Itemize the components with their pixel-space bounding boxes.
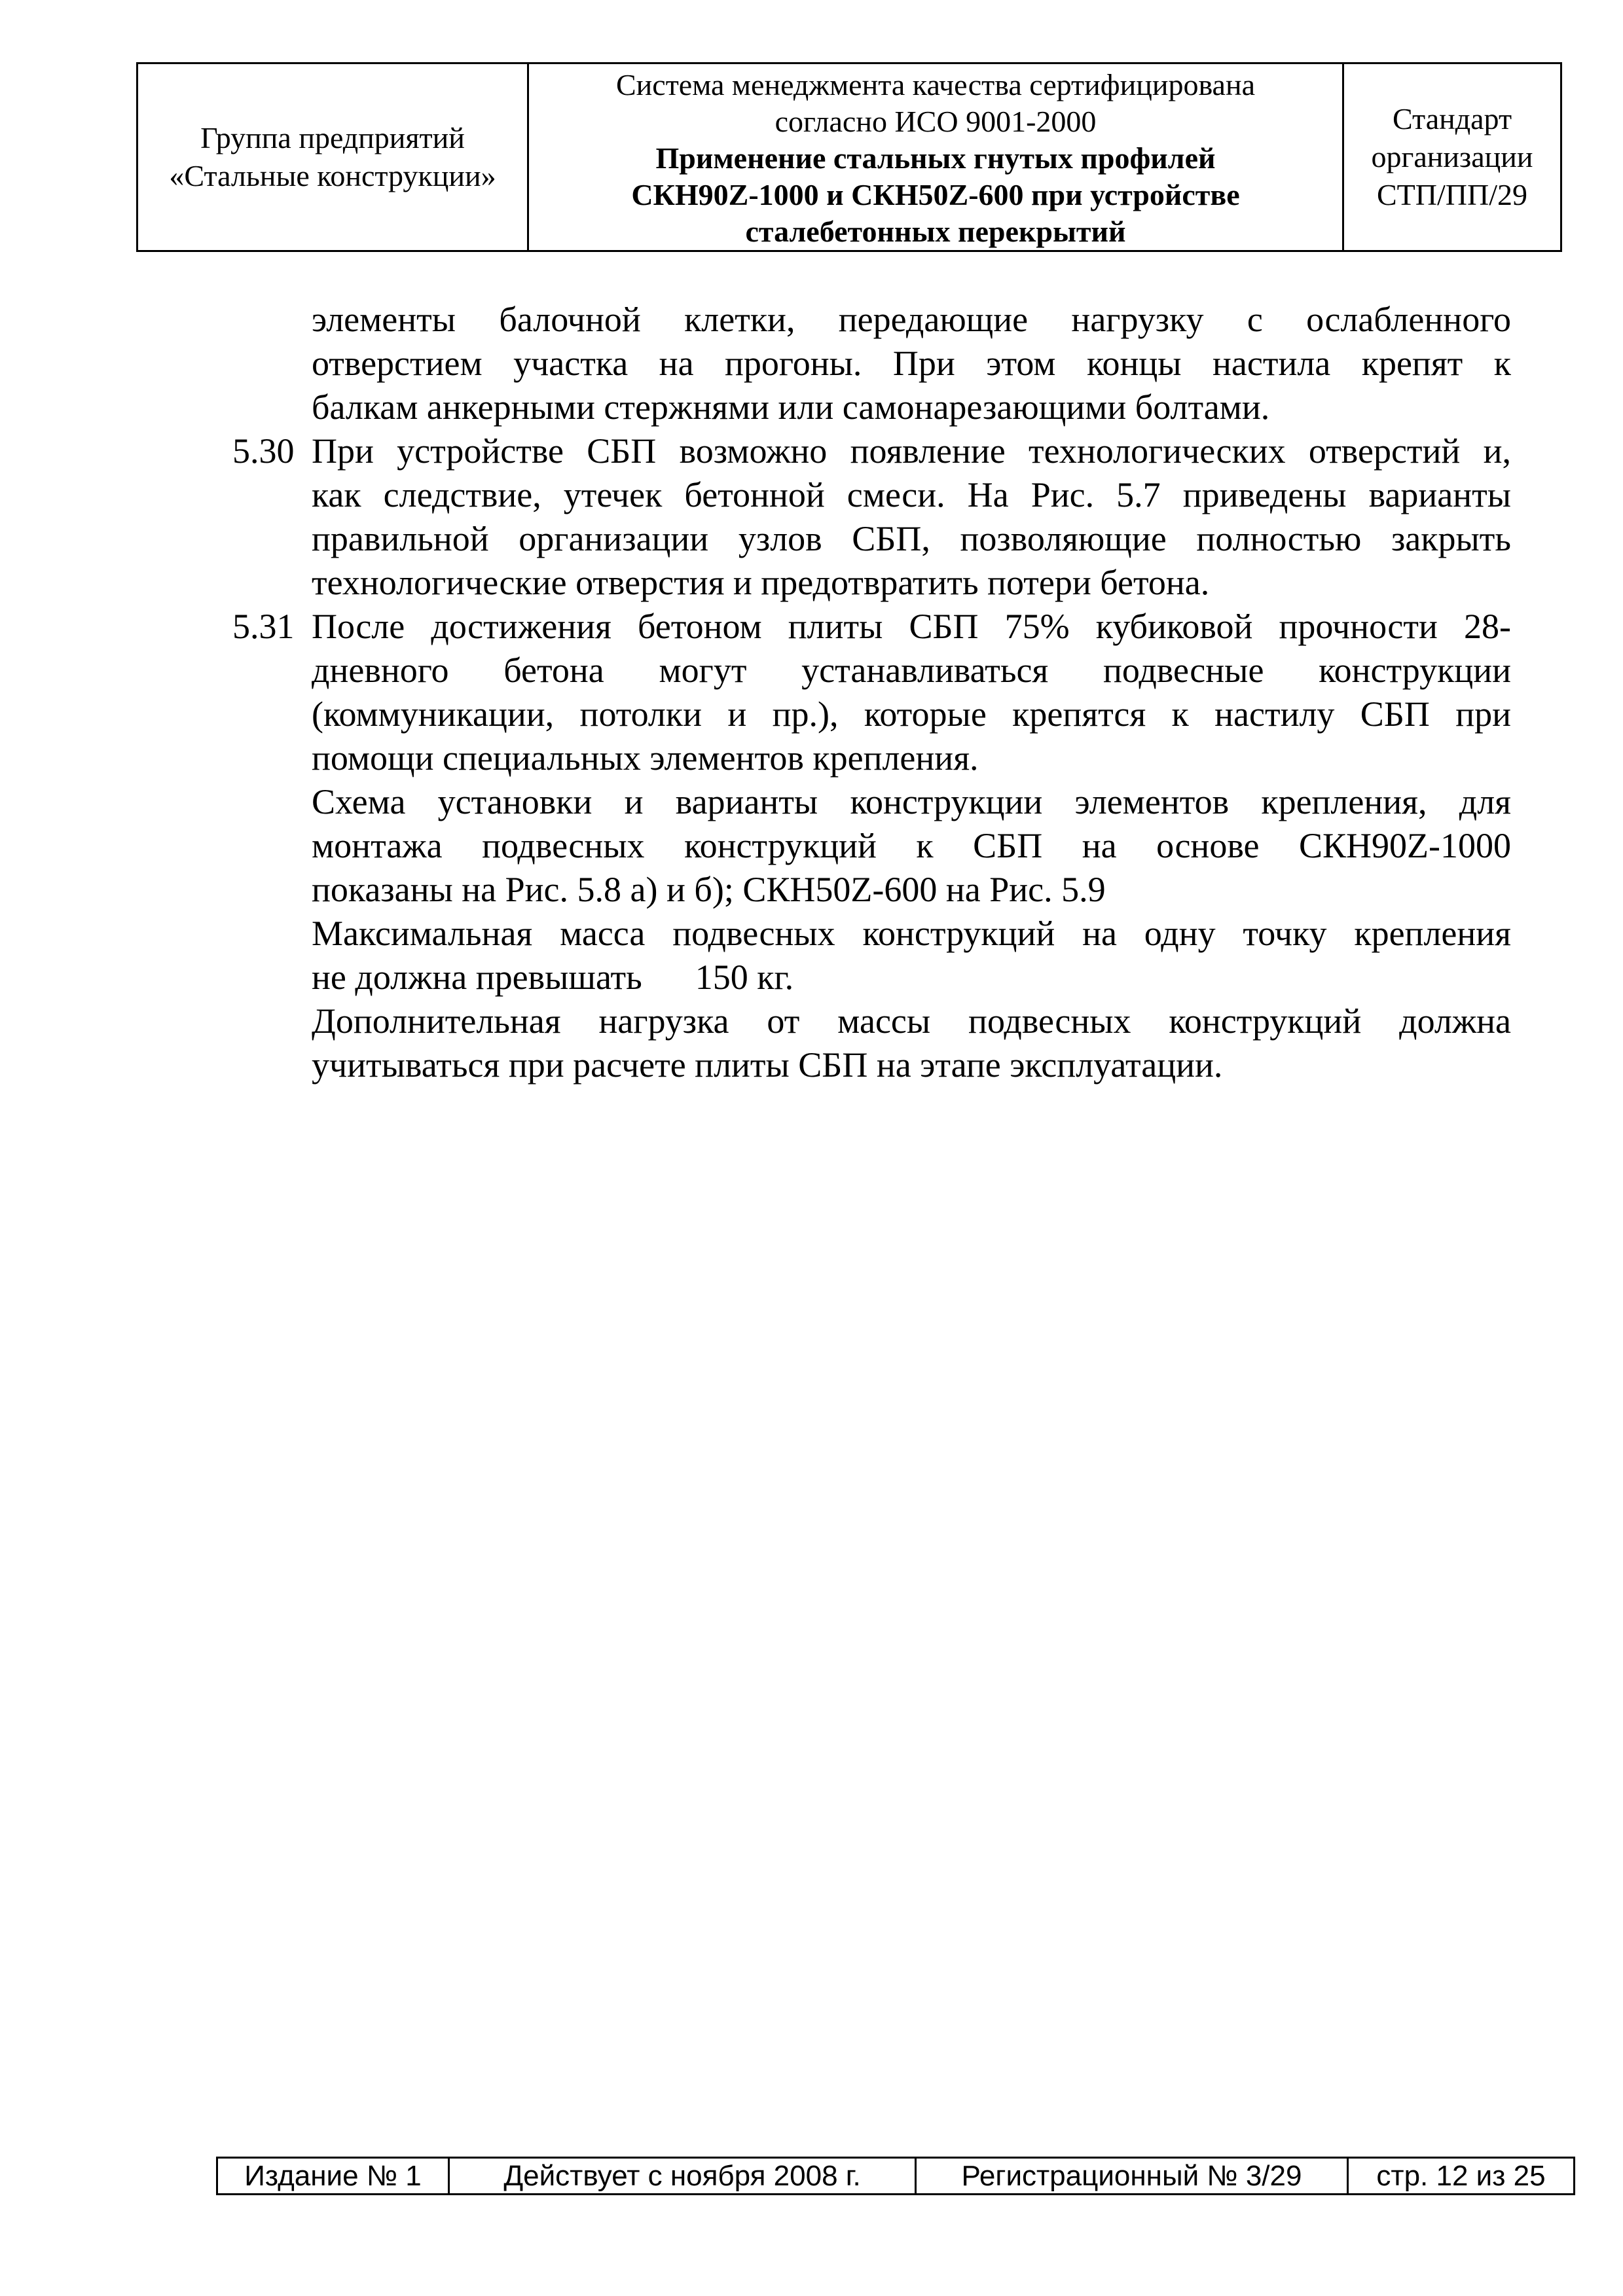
body-line: Дополнительная нагрузка от массы подвесных конструкций должна xyxy=(312,1001,1511,1041)
body-line: При устройстве СБП возможно появление технологических отверстий и, xyxy=(312,431,1511,471)
header-organization xyxy=(138,64,529,250)
body-line: Максимальная масса подвесных конструкций на одну точку крепления xyxy=(312,914,1511,953)
body-line: правильной организации узлов СБП, позволяющие полностью закрыть xyxy=(312,519,1511,558)
certification-line-2: согласно ИСО 9001-2000 xyxy=(775,105,1097,138)
document-footer xyxy=(216,2157,1575,2195)
standard-line-2: организации xyxy=(1371,140,1533,173)
body-line: После достижения бетоном плиты СБП 75% кубиковой прочности 28- xyxy=(312,607,1511,646)
valid-from: Действует с ноября 2008 г. xyxy=(450,2159,917,2193)
standard-line-1: Стандарт xyxy=(1392,102,1512,135)
body-line: монтажа подвесных конструкций к СБП на основе СКН90Z-1000 xyxy=(312,826,1511,865)
document-title-line-2: СКН90Z-1000 и СКН50Z-600 при устройстве xyxy=(631,178,1240,211)
section-number-5-31: 5.31 xyxy=(232,607,295,646)
header-title-block xyxy=(529,64,1344,250)
body-line: балкам анкерными стержнями или самонарезающими болтами. xyxy=(312,387,1270,427)
body-line: технологические отверстия и предотвратить потери бетона. xyxy=(312,563,1210,602)
body-line: отверстием участка на прогоны. При этом концы настила крепят к xyxy=(312,344,1511,383)
body-line: не должна превышать 150 кг. xyxy=(312,958,794,997)
registration-number: Регистрационный № 3/29 xyxy=(917,2159,1349,2193)
organization-line-1: Группа предприятий xyxy=(200,121,465,154)
document-header xyxy=(136,62,1562,252)
body-line: (коммуникации, потолки и пр.), которые крепятся к настилу СБП при xyxy=(312,694,1511,734)
body-line: помощи специальных элементов крепления. xyxy=(312,738,979,778)
document-title-line-1: Применение стальных гнутых профилей xyxy=(655,141,1216,175)
header-standard xyxy=(1344,64,1560,250)
body-line: показаны на Рис. 5.8 а) и б); СКН50Z-600 на Рис. 5.9 xyxy=(312,870,1106,909)
standard-code: СТП/ПП/29 xyxy=(1377,178,1527,211)
section-number-5-30: 5.30 xyxy=(232,431,295,471)
body-line: Схема установки и варианты конструкции элементов крепления, для xyxy=(312,782,1511,821)
body-line: учитываться при расчете плиты СБП на этапе эксплуатации. xyxy=(312,1045,1223,1085)
document-title-line-3: сталебетонных перекрытий xyxy=(745,215,1126,248)
edition-number: Издание № 1 xyxy=(218,2159,450,2193)
body-line: элементы балочной клетки, передающие нагрузку с ослабленного xyxy=(312,300,1511,339)
page-number: стр. 12 из 25 xyxy=(1376,2159,1546,2192)
body-line: как следствие, утечек бетонной смеси. На Рис. 5.7 приведены варианты xyxy=(312,475,1511,514)
body-line: дневного бетона могут устанавливаться подвесные конструкции xyxy=(312,651,1511,690)
organization-line-2: «Стальные конструкции» xyxy=(169,159,496,192)
certification-line-1: Система менеджмента качества сертифицирована xyxy=(615,68,1256,101)
